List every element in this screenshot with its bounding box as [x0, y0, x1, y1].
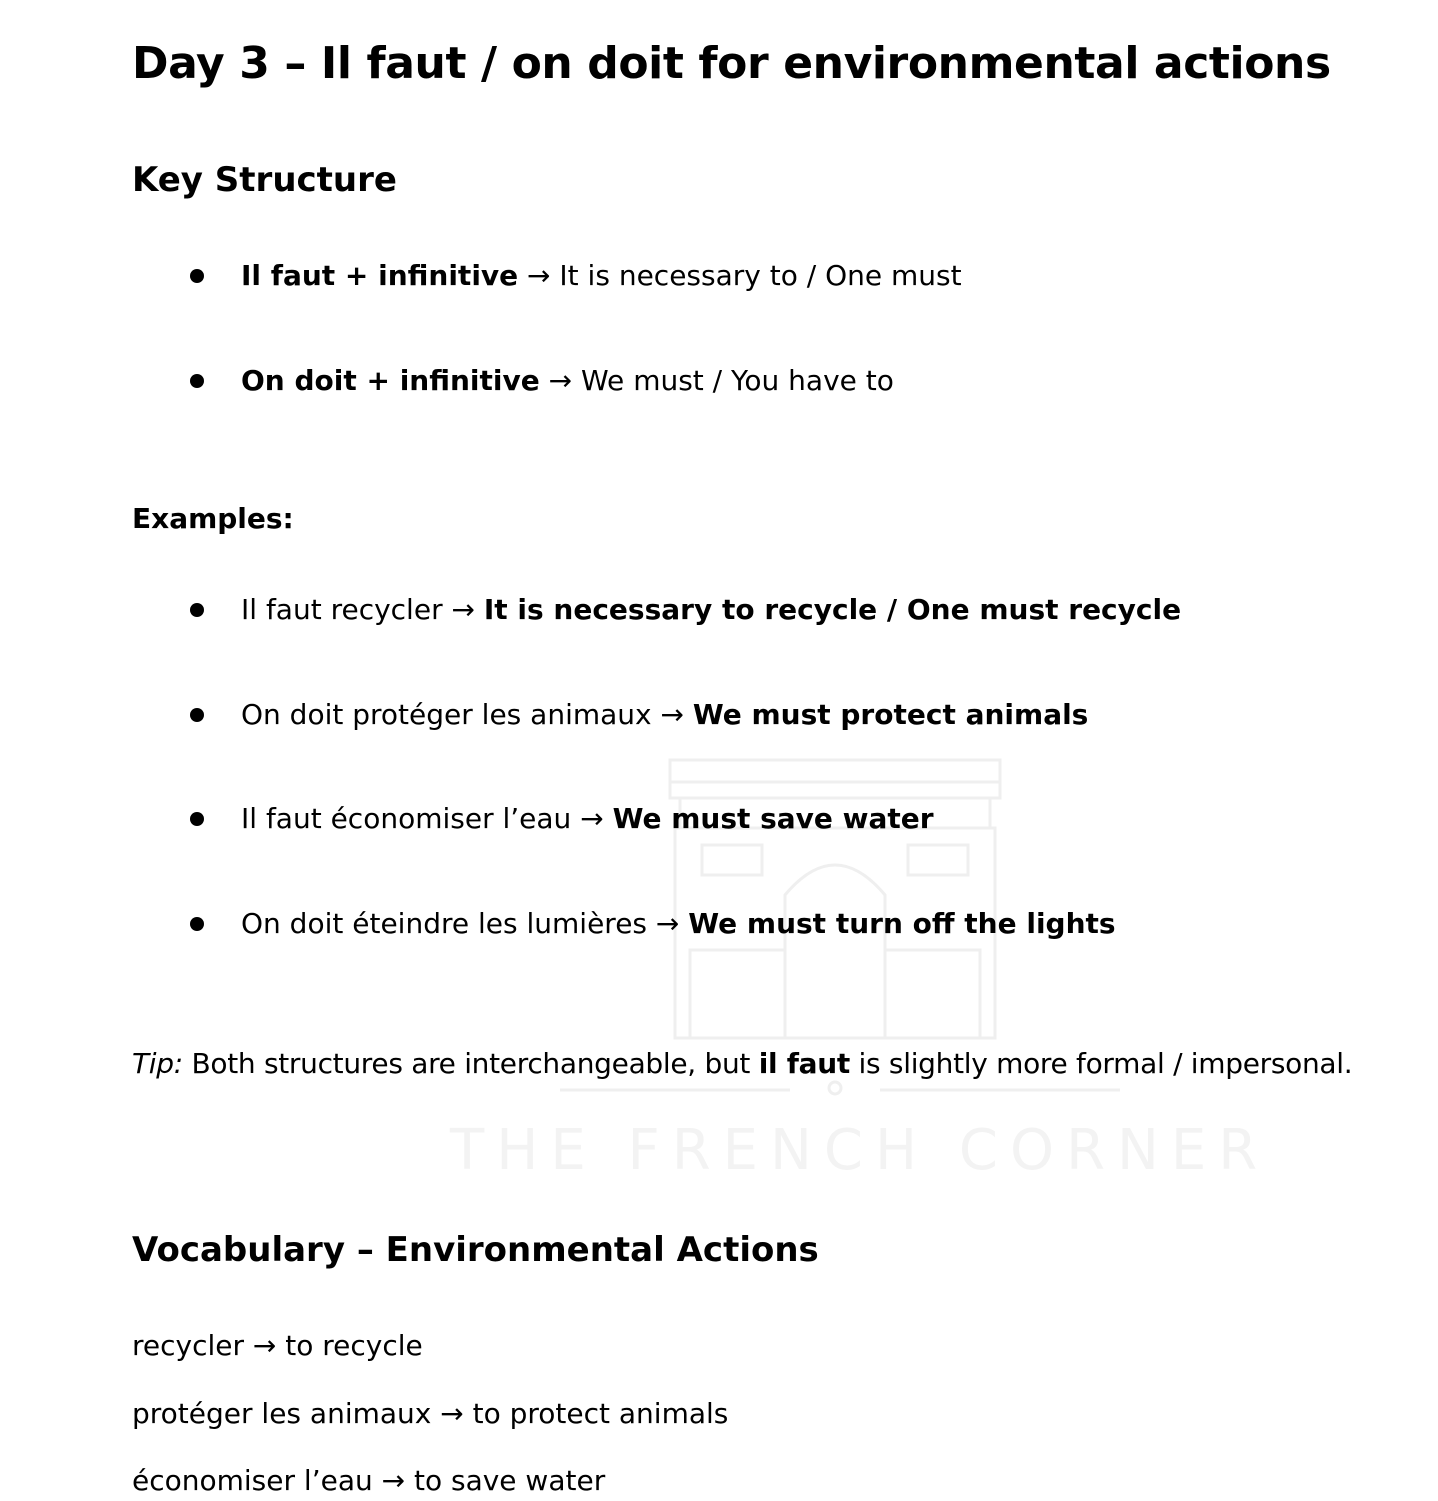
vocab-item: protéger les animaux → to protect animals [132, 1397, 729, 1430]
arrow: → [647, 907, 689, 940]
bullet-icon [190, 708, 204, 722]
bullet-icon [190, 269, 204, 283]
example-english: We must save water [612, 802, 934, 835]
vocab-item: économiser l’eau → to save water [132, 1464, 606, 1497]
watermark-text: THE FRENCH CORNER [450, 1118, 1270, 1183]
tip-highlight: il faut [758, 1047, 850, 1080]
arrow: → [571, 802, 613, 835]
arrow: → [651, 698, 693, 731]
tip-label: Tip: [132, 1047, 183, 1080]
tip-text-after: is slightly more formal / impersonal. [849, 1047, 1353, 1080]
bullet-icon [190, 917, 204, 931]
arrow: → [518, 259, 560, 292]
structure-term: Il faut + infinitive [241, 259, 519, 292]
bullet-icon [190, 603, 204, 617]
structure-meaning: We must / You have to [581, 364, 894, 397]
example-french: Il faut économiser l’eau [241, 802, 572, 835]
key-structure-heading: Key Structure [132, 160, 397, 200]
vocabulary-heading: Vocabulary – Environmental Actions [132, 1230, 819, 1270]
example-english: We must protect animals [692, 698, 1089, 731]
arrow: → [442, 593, 484, 626]
vocab-item: recycler → to recycle [132, 1329, 423, 1362]
bullet-icon [190, 812, 204, 826]
example-english: It is necessary to recycle / One must recycle [483, 593, 1182, 626]
example-french: Il faut recycler [241, 593, 443, 626]
example-french: On doit protéger les animaux [241, 698, 652, 731]
examples-heading: Examples: [132, 502, 294, 535]
structure-term: On doit + infinitive [241, 364, 540, 397]
example-english: We must turn off the lights [688, 907, 1116, 940]
arrow: → [539, 364, 582, 397]
tip-paragraph [132, 1044, 1352, 1084]
page-title: Day 3 – Il faut / on doit for environmental actions [132, 38, 1331, 89]
example-french: On doit éteindre les lumières [241, 907, 648, 940]
structure-meaning: It is necessary to / One must [559, 259, 962, 292]
tip-text-before: Both structures are interchangeable, but [182, 1047, 759, 1080]
bullet-icon [190, 374, 204, 388]
